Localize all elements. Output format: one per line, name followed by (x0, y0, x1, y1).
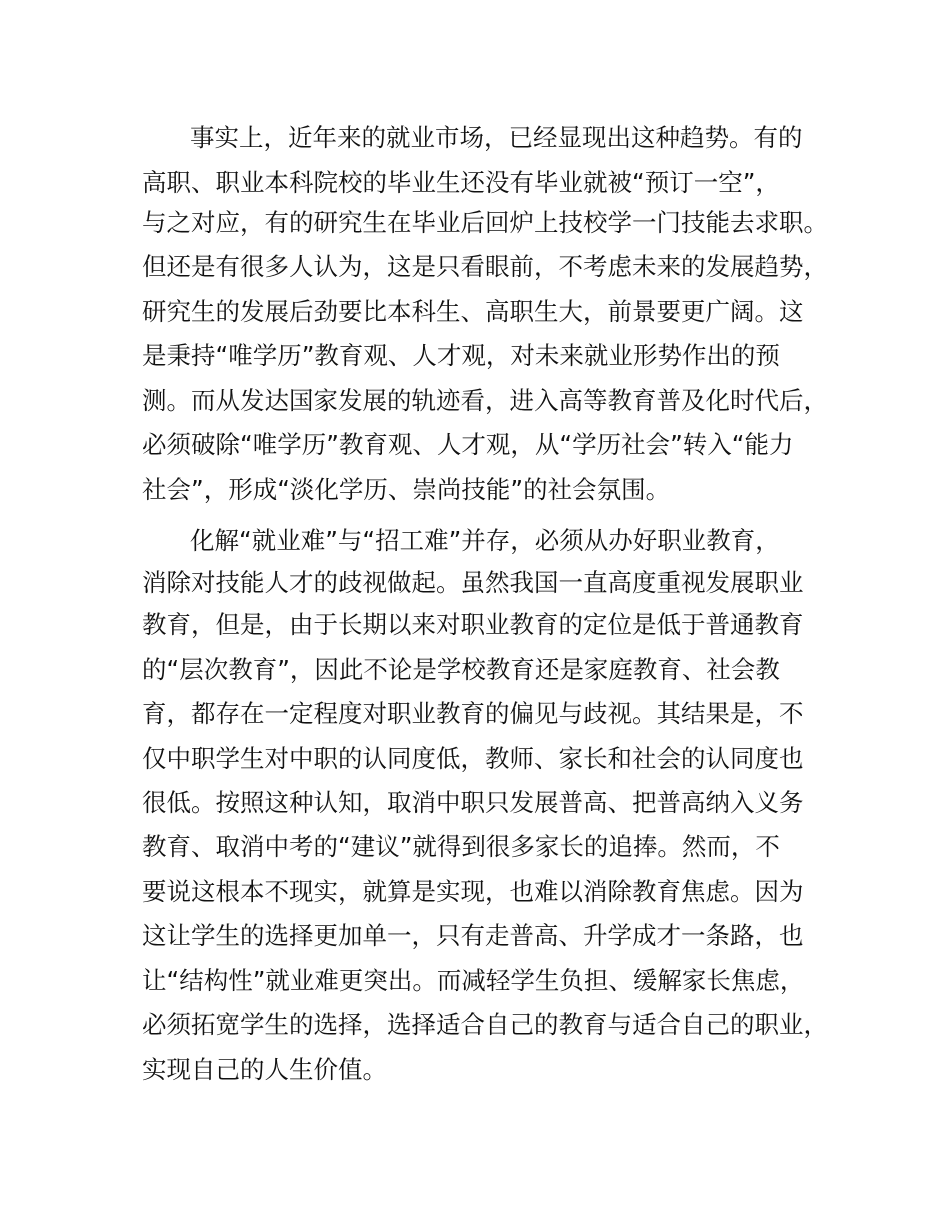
text-line: 教育，但是，由于长期以来对职业教育的定位是低于普通教育 (142, 610, 804, 639)
text-line: 要说这根本不现实，就算是实现，也难以消除教育焦虑。因为 (142, 877, 804, 906)
text-line: 必须破除“唯学历”教育观、人才观，从“学历社会”转入“能力 (142, 430, 794, 459)
text-line: 高职、职业本科院校的毕业生还没有毕业就被“预订一空”， (142, 168, 780, 197)
text-line: 实现自己的人生价值。 (142, 1055, 387, 1084)
text-line: 很低。按照这种认知，取消中职只发展普高、把普高纳入义务 (142, 788, 804, 817)
text-line: 育，都存在一定程度对职业教育的偏见与歧视。其结果是，不 (142, 699, 804, 728)
text-line: 测。而从发达国家发展的轨迹看，进入高等教育普及化时代后， (142, 386, 828, 415)
text-line: 让“结构性”就业难更突出。而减轻学生负担、缓解家长焦虑， (142, 966, 805, 995)
text-line: 消除对技能人才的歧视做起。虽然我国一直高度重视发展职业 (142, 568, 804, 597)
text-line: 教育、取消中考的“建议”就得到很多家长的追捧。然而，不 (142, 832, 780, 861)
text-line: 事实上，近年来的就业市场，已经显现出这种趋势。有的 (190, 123, 803, 152)
text-line: 社会”，形成“淡化学历、崇尚技能”的社会氛围。 (142, 475, 671, 504)
text-line: 是秉持“唯学历”教育观、人才观，对未来就业形势作出的预 (142, 341, 780, 370)
text-line: 但还是有很多人认为，这是只看眼前，不考虑未来的发展趋势， (142, 252, 828, 281)
text-line: 这让学生的选择更加单一，只有走普高、升学成才一条路，也 (142, 921, 804, 950)
text-line: 必须拓宽学生的选择，选择适合自己的教育与适合自己的职业， (142, 1010, 828, 1039)
text-line: 的“层次教育”，因此不论是学校教育还是家庭教育、社会教 (142, 655, 780, 684)
text-line: 与之对应，有的研究生在毕业后回炉上技校学一门技能去求职。 (142, 208, 828, 237)
text-line: 仅中职学生对中职的认同度低，教师、家长和社会的认同度也 (142, 744, 804, 773)
text-line: 化解“就业难”与“招工难”并存，必须从办好职业教育， (190, 526, 780, 555)
text-line: 研究生的发展后劲要比本科生、高职生大，前景要更广阔。这 (142, 297, 804, 326)
